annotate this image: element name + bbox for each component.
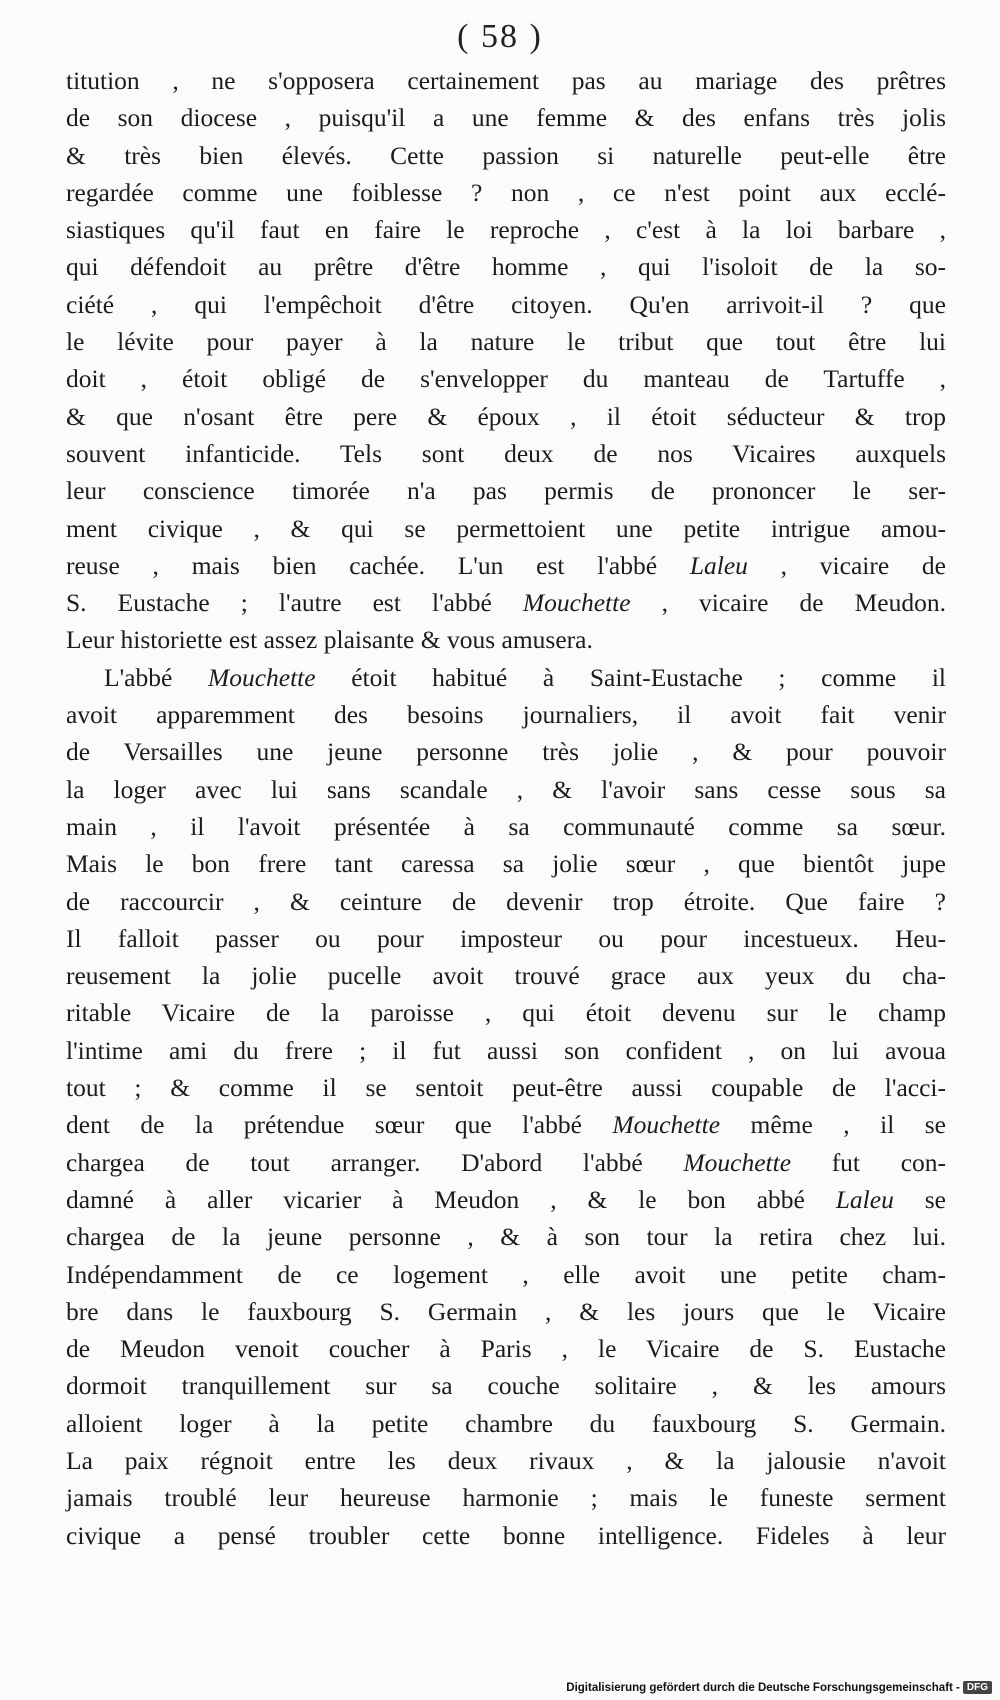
italic-name: Mouchette xyxy=(207,662,316,692)
text-line: doit , étoit obligé de s'envelopper du manteau de Tartuffe , xyxy=(66,364,946,394)
text-line xyxy=(66,584,946,621)
italic-name: Laleu xyxy=(689,550,748,580)
text-line: ment civique , & qui se permettoient une petite intrigue amou- xyxy=(66,513,946,543)
italic-name: Mouchette xyxy=(522,588,631,618)
text-line: ritable Vicaire de la paroisse , qui étoit devenu sur le champ xyxy=(66,998,946,1028)
text-segment: L'abbé xyxy=(104,662,208,692)
text-line: de raccourcir , & ceinture de devenir trop étroite. Que faire ? xyxy=(66,886,946,916)
text-line: Mais le bon frere tant caressa sa jolie sœur , que bientôt jupe xyxy=(66,849,946,879)
text-segment: damné à aller vicarier à Meudon , & le bon abbé xyxy=(66,1184,836,1214)
text-line: chargea de la jeune personne , & à son tour la retira chez lui. xyxy=(66,1222,946,1252)
text-line: bre dans le fauxbourg S. Germain , & les jours que le Vicaire xyxy=(66,1296,946,1326)
text-line: souvent infanticide. Tels sont deux de nos Vicaires auxquels xyxy=(66,438,946,468)
text-line: & que n'osant être pere & époux , il étoit séducteur & trop xyxy=(66,401,946,431)
text-line: leur conscience timorée n'a pas permis de prononcer le ser- xyxy=(66,476,946,506)
text-line: titution , ne s'opposera certainement pas au mariage des prêtres xyxy=(66,66,946,95)
text-line xyxy=(66,1144,946,1181)
text-line: Indépendamment de ce logement , elle avoit une petite cham- xyxy=(66,1259,946,1289)
text-segment: , vicaire de Meudon. xyxy=(630,588,946,618)
text-line: civique a pensé troubler cette bonne intelligence. Fideles à leur xyxy=(66,1520,946,1550)
page-number: ( 58 ) xyxy=(457,18,543,55)
text-segment: dent de la prétendue sœur que l'abbé xyxy=(66,1110,613,1140)
text-line xyxy=(66,1106,946,1143)
text-line: ciété , qui l'empêchoit d'être citoyen. Qu'en arrivoit-il ? que xyxy=(66,289,946,319)
text-line: le lévite pour payer à la nature le tribut que tout être lui xyxy=(66,327,946,357)
italic-name: Mouchette xyxy=(683,1147,792,1177)
text-line: main , il l'avoit présentée à sa communauté comme sa sœur. xyxy=(66,811,946,841)
text-line: de son diocese , puisqu'il a une femme & des enfans très jolis xyxy=(66,103,946,133)
italic-name: Laleu xyxy=(835,1184,894,1214)
text-line: & très bien élevés. Cette passion si naturelle peut-elle être xyxy=(66,140,946,170)
text-line: de Versailles une jeune personne très jolie , & pour pouvoir xyxy=(66,737,946,767)
text-line xyxy=(66,659,946,696)
text-line: tout ; & comme il se sentoit peut-être aussi coupable de l'acci- xyxy=(66,1073,946,1103)
text-line: jamais troublé leur heureuse harmonie ; mais le funeste serment xyxy=(66,1483,946,1513)
text-segment: se xyxy=(893,1184,946,1214)
text-segment: , vicaire de xyxy=(747,550,946,580)
text-line: regardée comme une foiblesse ? non , ce n'est point aux ecclé- xyxy=(66,177,946,207)
text-line: reusement la jolie pucelle avoit trouvé grace aux yeux du cha- xyxy=(66,961,946,991)
text-line: alloient loger à la petite chambre du fauxbourg S. Germain. xyxy=(66,1408,946,1438)
body-text xyxy=(66,62,946,1554)
dfg-logo-icon: DFG xyxy=(963,1681,992,1694)
text-line: siastiques qu'il faut en faire le reproche , c'est à la loi barbare , xyxy=(66,215,946,245)
text-segment: S. Eustache ; l'autre est l'abbé xyxy=(66,588,523,618)
text-segment: étoit habitué à Saint-Eustache ; comme il xyxy=(315,662,946,692)
digitization-credit xyxy=(566,1681,992,1694)
digitization-credit-text: Digitalisierung gefördert durch die Deutsche Forschungsgemeinschaft - xyxy=(566,1681,960,1694)
text-line: dormoit tranquillement sur sa couche solitaire , & les amours xyxy=(66,1371,946,1401)
text-segment: chargea de tout arranger. D'abord l'abbé xyxy=(66,1147,684,1177)
text-line: la loger avec lui sans scandale , & l'avoir sans cesse sous sa xyxy=(66,774,946,804)
text-line: La paix régnoit entre les deux rivaux , & la jalousie n'avoit xyxy=(66,1445,946,1475)
text-line: qui défendoit au prêtre d'être homme , qui l'isoloit de la so- xyxy=(66,252,946,282)
text-segment: fut con- xyxy=(791,1147,947,1177)
text-line xyxy=(66,547,946,584)
text-line xyxy=(66,1181,946,1218)
text-line: avoit apparemment des besoins journaliers, il avoit fait venir xyxy=(66,700,946,730)
text-segment: reuse , mais bien cachée. L'un est l'abbé xyxy=(66,550,690,580)
text-line: Leur historiette est assez plaisante & vous amusera. xyxy=(66,625,593,655)
italic-name: Mouchette xyxy=(612,1110,721,1140)
text-segment: même , il se xyxy=(720,1110,946,1140)
text-line: de Meudon venoit coucher à Paris , le Vicaire de S. Eustache xyxy=(66,1334,946,1364)
text-line: l'intime ami du frere ; il fut aussi son confident , on lui avoua xyxy=(66,1035,946,1065)
text-line: Il falloit passer ou pour imposteur ou pour incestueux. Heu- xyxy=(66,923,946,953)
